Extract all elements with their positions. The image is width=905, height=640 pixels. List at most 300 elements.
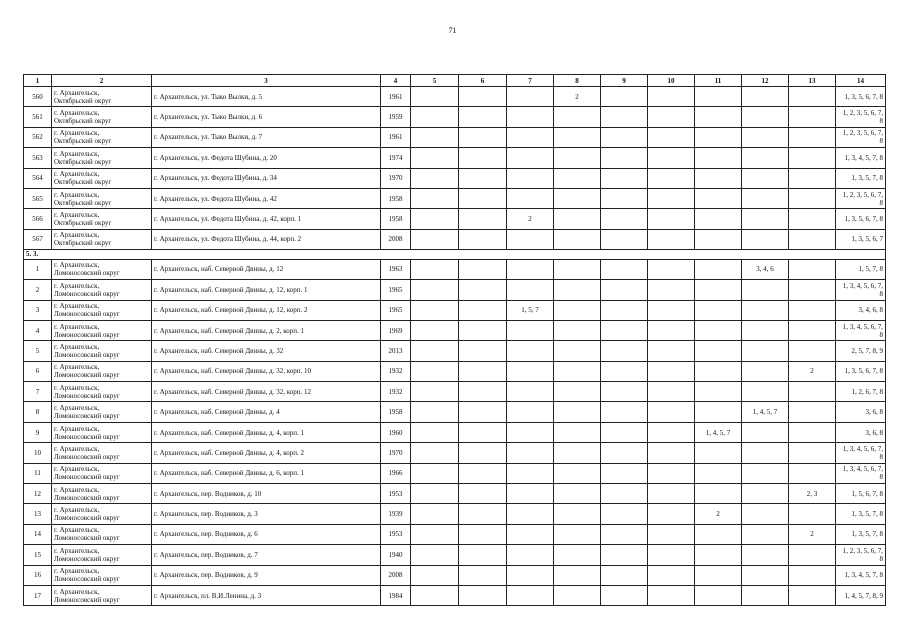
year-cell: 1961 (381, 127, 411, 147)
col-header: 13 (789, 75, 836, 87)
col-header: 8 (554, 75, 601, 87)
value-cell (507, 148, 554, 168)
value-cell (789, 382, 836, 402)
col-header: 6 (459, 75, 507, 87)
code-list: 1, 3, 4, 5, 6, 7, 8 (842, 281, 883, 298)
value-cell (648, 300, 695, 320)
value-cell (695, 382, 742, 402)
value-cell (459, 127, 507, 147)
value-cell (601, 188, 648, 208)
value-cell: 3, 4, 6 (742, 259, 789, 279)
value-cell (411, 484, 459, 504)
district-line: г. Архангельск, (54, 506, 100, 515)
value-cell (459, 545, 507, 565)
row-number-cell: 8 (24, 402, 52, 422)
value-cell (789, 168, 836, 188)
value-cell (695, 127, 742, 147)
value-cell (695, 209, 742, 229)
address-cell: г. Архангельск, наб. Северной Двины, д. 2, корп. 1 (152, 320, 381, 340)
value-cell (411, 168, 459, 188)
value-cell (742, 300, 789, 320)
value-cell (648, 168, 695, 188)
value-cell (507, 484, 554, 504)
value-cell (411, 422, 459, 442)
value-cell (507, 107, 554, 127)
code-list: 1, 2, 3, 5, 6, 7, 8 (842, 129, 883, 146)
value-cell (648, 229, 695, 249)
district-cell (52, 148, 152, 168)
year-cell: 1939 (381, 504, 411, 524)
district-cell (52, 259, 152, 279)
row-number-cell: 564 (24, 168, 52, 188)
code-list: 1, 3, 5, 6, 7, 8 (844, 215, 883, 224)
district-line: Ломоносовский округ (54, 350, 120, 359)
value-cell (742, 280, 789, 300)
value-cell (554, 300, 601, 320)
value-cell (411, 341, 459, 361)
value-cell (459, 361, 507, 381)
value-cell (507, 280, 554, 300)
header-row (24, 75, 886, 87)
row-number-cell: 15 (24, 545, 52, 565)
district-line: Ломоносовский округ (54, 595, 120, 604)
value-cell (648, 341, 695, 361)
value-cell (601, 259, 648, 279)
address-cell: г. Архангельск, пер. Водников, д. 7 (152, 545, 381, 565)
table-row (24, 341, 886, 361)
value-cell (507, 545, 554, 565)
value-cell (507, 188, 554, 208)
value-cell (554, 361, 601, 381)
district-line: Ломоносовский округ (54, 391, 120, 400)
col-header: 5 (411, 75, 459, 87)
value-cell (601, 524, 648, 544)
value-cell (789, 209, 836, 229)
value-cell: 2 (554, 87, 601, 107)
value-cell (648, 259, 695, 279)
value-cell (742, 107, 789, 127)
value-cell (411, 504, 459, 524)
table-body-top (24, 87, 886, 250)
year-cell: 1965 (381, 280, 411, 300)
value-cell (742, 127, 789, 147)
value-cell (601, 545, 648, 565)
value-cell (695, 545, 742, 565)
value-cell (507, 168, 554, 188)
year-cell: 2008 (381, 565, 411, 585)
code-list: 1, 3, 5, 6, 7, 8 (844, 367, 883, 376)
value-cell (507, 443, 554, 463)
value-cell (695, 341, 742, 361)
value-cell (411, 229, 459, 249)
value-cell (742, 188, 789, 208)
district-line: Ломоносовский округ (54, 575, 120, 584)
value-cell (459, 402, 507, 422)
code-list: 1, 3, 5, 7, 8 (851, 174, 883, 183)
value-cell (601, 484, 648, 504)
district-cell (52, 504, 152, 524)
value-cell (648, 504, 695, 524)
value-cell (554, 320, 601, 340)
table-row (24, 148, 886, 168)
value-cell (695, 361, 742, 381)
value-cell (789, 545, 836, 565)
value-cell (554, 188, 601, 208)
value-cell (554, 524, 601, 544)
value-cell (742, 320, 789, 340)
value-cell (554, 565, 601, 585)
value-cell (648, 382, 695, 402)
value-cell (789, 188, 836, 208)
address-cell: г. Архангельск, наб. Северной Двины, д. 4, корп. 2 (152, 443, 381, 463)
district-line: г. Архангельск, (54, 383, 100, 392)
district-line: г. Архангельск, (54, 567, 100, 576)
row-number-cell: 7 (24, 382, 52, 402)
district-cell (52, 168, 152, 188)
district-cell (52, 341, 152, 361)
value-cell (554, 209, 601, 229)
value-cell (742, 484, 789, 504)
value-cell (601, 422, 648, 442)
value-cell (648, 148, 695, 168)
row-number-cell: 563 (24, 148, 52, 168)
district-line: г. Архангельск, (54, 342, 100, 351)
value-cell (554, 443, 601, 463)
value-cell (459, 87, 507, 107)
district-line: Ломоносовский округ (54, 432, 120, 441)
table-row (24, 280, 886, 300)
value-cell (507, 382, 554, 402)
value-cell (742, 148, 789, 168)
code-list-cell (836, 585, 886, 605)
value-cell (459, 148, 507, 168)
value-cell (648, 524, 695, 544)
value-cell (695, 300, 742, 320)
code-list: 1, 3, 5, 6, 7 (851, 235, 883, 244)
code-list: 1, 3, 4, 5, 6, 7, 8 (842, 444, 883, 461)
value-cell (742, 361, 789, 381)
value-cell (411, 320, 459, 340)
district-line: г. Архангельск, (54, 546, 100, 555)
address-cell: г. Архангельск, наб. Северной Двины, д. 32 (152, 341, 381, 361)
value-cell (554, 148, 601, 168)
value-cell (411, 402, 459, 422)
value-cell (695, 259, 742, 279)
value-cell (648, 209, 695, 229)
value-cell (648, 107, 695, 127)
address-cell: г. Архангельск, наб. Северной Двины, д. 12, корп. 1 (152, 280, 381, 300)
value-cell: 2 (789, 524, 836, 544)
value-cell (742, 585, 789, 605)
code-list: 1, 2, 3, 5, 6, 7, 8 (842, 109, 883, 126)
district-cell (52, 188, 152, 208)
value-cell (695, 585, 742, 605)
table-row (24, 565, 886, 585)
address-cell: г. Архангельск, наб. Северной Двины, д. 12, корп. 2 (152, 300, 381, 320)
district-line: Ломоносовский округ (54, 473, 120, 482)
district-cell (52, 443, 152, 463)
district-cell (52, 107, 152, 127)
value-cell (695, 484, 742, 504)
district-line: г. Архангельск, (54, 465, 100, 474)
value-cell (789, 422, 836, 442)
value-cell (554, 463, 601, 483)
row-number-cell: 17 (24, 585, 52, 605)
code-list: 1, 3, 4, 5, 6, 7, 8 (842, 465, 883, 482)
value-cell (554, 168, 601, 188)
value-cell (742, 504, 789, 524)
district-line: г. Архангельск, (54, 88, 100, 97)
col-header: 1 (24, 75, 52, 87)
district-line: г. Архангельск, (54, 424, 100, 433)
value-cell (789, 127, 836, 147)
value-cell (507, 402, 554, 422)
code-list-cell (836, 402, 886, 422)
value-cell (554, 484, 601, 504)
code-list-cell (836, 209, 886, 229)
row-number-cell: 561 (24, 107, 52, 127)
value-cell (648, 463, 695, 483)
year-cell: 1940 (381, 545, 411, 565)
address-cell: г. Архангельск, ул. Федота Шубина, д. 44, корп. 2 (152, 229, 381, 249)
code-list: 1, 2, 6, 7, 8 (851, 387, 883, 396)
code-list-cell (836, 443, 886, 463)
col-header: 14 (836, 75, 886, 87)
district-line: Октябрьский округ (54, 157, 112, 166)
address-cell: г. Архангельск, наб. Северной Двины, д. 6, корп. 1 (152, 463, 381, 483)
value-cell (411, 188, 459, 208)
value-cell (459, 259, 507, 279)
value-cell (601, 87, 648, 107)
row-number-cell: 2 (24, 280, 52, 300)
value-cell (411, 280, 459, 300)
value-cell (601, 148, 648, 168)
table-row (24, 300, 886, 320)
value-cell (695, 443, 742, 463)
row-number-cell: 13 (24, 504, 52, 524)
value-cell (601, 361, 648, 381)
value-cell (507, 463, 554, 483)
value-cell (648, 565, 695, 585)
table-row (24, 585, 886, 605)
table-row (24, 259, 886, 279)
year-cell: 1953 (381, 524, 411, 544)
code-list: 1, 3, 5, 7, 8 (851, 510, 883, 519)
value-cell (789, 585, 836, 605)
district-line: Октябрьский округ (54, 219, 112, 228)
value-cell (742, 545, 789, 565)
code-list-cell (836, 361, 886, 381)
code-list-cell (836, 127, 886, 147)
value-cell (695, 148, 742, 168)
address-cell: г. Архангельск, ул. Федота Шубина, д. 42, корп. 1 (152, 209, 381, 229)
code-list: 3, 4, 6, 8 (858, 306, 883, 315)
value-cell (459, 107, 507, 127)
row-number-cell: 12 (24, 484, 52, 504)
district-line: Октябрьский округ (54, 198, 112, 207)
value-cell (695, 320, 742, 340)
value-cell (459, 300, 507, 320)
value-cell (459, 463, 507, 483)
code-list: 3, 6, 8 (865, 408, 883, 417)
district-line: г. Архангельск, (54, 526, 100, 535)
value-cell (554, 127, 601, 147)
district-line: Ломоносовский округ (54, 554, 120, 563)
value-cell (411, 443, 459, 463)
value-cell (601, 463, 648, 483)
address-cell: г. Архангельск, ул. Федота Шубина, д. 34 (152, 168, 381, 188)
code-list: 1, 3, 4, 5, 7, 8 (844, 153, 883, 162)
row-number-cell: 9 (24, 422, 52, 442)
district-line: Октябрьский округ (54, 117, 112, 126)
address-cell: г. Архангельск, пер. Водников, д. 9 (152, 565, 381, 585)
value-cell (601, 341, 648, 361)
district-cell (52, 127, 152, 147)
district-cell (52, 545, 152, 565)
year-cell: 1958 (381, 188, 411, 208)
address-cell: г. Архангельск, пл. В.И.Ленина, д. 3 (152, 585, 381, 605)
section-row (24, 250, 886, 260)
col-header: 11 (695, 75, 742, 87)
table-row (24, 107, 886, 127)
code-list-cell (836, 341, 886, 361)
row-number-cell: 567 (24, 229, 52, 249)
district-line: Ломоносовский округ (54, 514, 120, 523)
code-list-cell (836, 320, 886, 340)
value-cell (789, 229, 836, 249)
value-cell (507, 585, 554, 605)
value-cell (742, 524, 789, 544)
code-list-cell (836, 484, 886, 504)
value-cell (459, 188, 507, 208)
value-cell (459, 382, 507, 402)
district-cell (52, 484, 152, 504)
value-cell (695, 107, 742, 127)
value-cell (695, 280, 742, 300)
code-list-cell (836, 87, 886, 107)
value-cell (459, 443, 507, 463)
col-header: 12 (742, 75, 789, 87)
district-line: г. Архангельск, (54, 302, 100, 311)
row-number-cell: 3 (24, 300, 52, 320)
value-cell (601, 443, 648, 463)
table-row (24, 382, 886, 402)
code-list: 1, 4, 5, 7, 8, 9 (844, 591, 883, 600)
code-list-cell (836, 463, 886, 483)
value-cell (742, 341, 789, 361)
value-cell (789, 443, 836, 463)
col-header: 3 (152, 75, 381, 87)
year-cell: 1969 (381, 320, 411, 340)
value-cell (411, 545, 459, 565)
table-row (24, 168, 886, 188)
address-cell: г. Архангельск, ул. Тыко Вылки, д. 5 (152, 87, 381, 107)
table-row (24, 229, 886, 249)
value-cell (507, 127, 554, 147)
value-cell (601, 107, 648, 127)
value-cell (507, 87, 554, 107)
value-cell (648, 87, 695, 107)
code-list: 1, 3, 4, 5, 6, 7, 8 (842, 322, 883, 339)
value-cell (459, 209, 507, 229)
value-cell (648, 402, 695, 422)
year-cell: 1970 (381, 168, 411, 188)
code-list-cell (836, 280, 886, 300)
table-row (24, 209, 886, 229)
row-number-cell: 5 (24, 341, 52, 361)
value-cell (742, 209, 789, 229)
district-cell (52, 361, 152, 381)
value-cell (789, 320, 836, 340)
value-cell (459, 341, 507, 361)
value-cell (742, 443, 789, 463)
value-cell (459, 320, 507, 340)
district-cell (52, 463, 152, 483)
value-cell (601, 585, 648, 605)
year-cell: 1965 (381, 300, 411, 320)
district-line: Октябрьский округ (54, 239, 112, 248)
year-cell: 1959 (381, 107, 411, 127)
year-cell: 1961 (381, 87, 411, 107)
value-cell (459, 229, 507, 249)
district-line: Ломоносовский округ (54, 289, 120, 298)
value-cell (695, 188, 742, 208)
district-line: Ломоносовский округ (54, 371, 120, 380)
value-cell (411, 127, 459, 147)
value-cell (742, 565, 789, 585)
code-list-cell (836, 229, 886, 249)
value-cell (742, 87, 789, 107)
address-cell: г. Архангельск, наб. Северной Двины, д. 12 (152, 259, 381, 279)
section-heading-body (24, 250, 886, 260)
district-line: г. Архангельск, (54, 261, 100, 270)
table-row (24, 504, 886, 524)
value-cell (507, 229, 554, 249)
year-cell: 1953 (381, 484, 411, 504)
table-row (24, 463, 886, 483)
page-number: 71 (448, 26, 457, 35)
value-cell (601, 504, 648, 524)
value-cell (411, 463, 459, 483)
district-line: г. Архангельск, (54, 444, 100, 453)
table-row (24, 320, 886, 340)
table-row (24, 422, 886, 442)
code-list-cell (836, 565, 886, 585)
value-cell (601, 168, 648, 188)
year-cell: 2013 (381, 341, 411, 361)
district-line: г. Архангельск, (54, 281, 100, 290)
value-cell (695, 524, 742, 544)
value-cell (789, 341, 836, 361)
address-cell: г. Архангельск, ул. Федота Шубина, д. 42 (152, 188, 381, 208)
row-number-cell: 10 (24, 443, 52, 463)
code-list: 1, 2, 3, 5, 6, 7, 8 (842, 546, 883, 563)
value-cell (507, 422, 554, 442)
value-cell (554, 422, 601, 442)
district-line: г. Архангельск, (54, 170, 100, 179)
value-cell (789, 504, 836, 524)
value-cell (695, 463, 742, 483)
col-header: 2 (52, 75, 152, 87)
table-row (24, 443, 886, 463)
value-cell (789, 259, 836, 279)
address-cell: г. Архангельск, ул. Тыко Вылки, д. 7 (152, 127, 381, 147)
row-number-cell: 6 (24, 361, 52, 381)
address-cell: г. Архангельск, пер. Водников, д. 6 (152, 524, 381, 544)
value-cell (507, 341, 554, 361)
district-line: Октябрьский округ (54, 96, 112, 105)
value-cell (554, 504, 601, 524)
